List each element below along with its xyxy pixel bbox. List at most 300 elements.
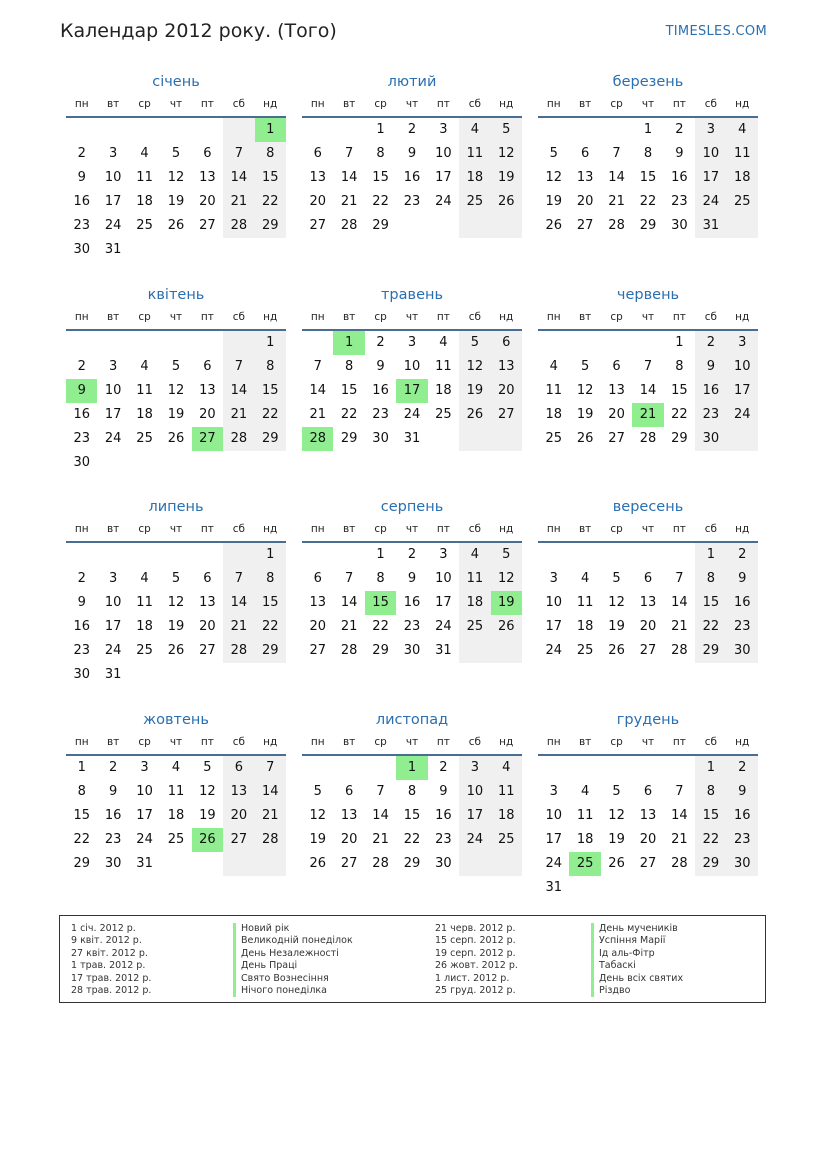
day-cell: 6 xyxy=(203,571,212,586)
holiday-day: 21 xyxy=(632,403,663,427)
weekday-label: чт xyxy=(169,523,183,535)
day-cell: 21 xyxy=(340,194,358,209)
weekday-label: сб xyxy=(468,311,481,323)
days-area xyxy=(66,331,286,475)
weekday-label: чт xyxy=(169,736,183,748)
day-cell: 18 xyxy=(576,619,594,634)
weekday-label: нд xyxy=(735,736,750,748)
day-cell: 11 xyxy=(466,571,484,586)
day-cell: 2 xyxy=(738,547,747,562)
day-cell: 9 xyxy=(407,571,417,586)
day-cell: 13 xyxy=(230,784,248,799)
day-cell: 10 xyxy=(702,146,720,161)
weekday-label: сб xyxy=(704,98,717,110)
day-cell: 3 xyxy=(738,335,747,350)
day-cell: 14 xyxy=(639,383,657,398)
weekday-label: ср xyxy=(610,311,623,323)
day-cell: 27 xyxy=(199,218,216,233)
day-cell: 22 xyxy=(340,407,358,422)
day-cell: 22 xyxy=(372,619,389,634)
day-cell: 30 xyxy=(403,643,421,658)
weekday-label: пт xyxy=(436,523,450,535)
weekday-label: сб xyxy=(468,523,481,535)
day-cell: 7 xyxy=(234,571,243,586)
legend-dates-right xyxy=(435,923,518,997)
day-cell: 14 xyxy=(372,808,389,823)
legend-holiday-name: День мучеників xyxy=(591,923,683,935)
weekday-header xyxy=(302,92,522,118)
day-cell: 27 xyxy=(498,407,515,422)
day-cell: 15 xyxy=(702,595,720,610)
holiday-day: 28 xyxy=(302,427,333,451)
day-cell: 1 xyxy=(376,547,385,562)
day-cell: 8 xyxy=(344,359,354,374)
day-cell: 1 xyxy=(376,122,385,137)
day-cell: 3 xyxy=(706,122,715,137)
weekday-label: вт xyxy=(106,311,120,323)
weekday-label: сб xyxy=(232,98,245,110)
day-cell: 15 xyxy=(372,170,389,185)
weekday-label: пт xyxy=(436,98,450,110)
day-cell: 4 xyxy=(140,359,149,374)
day-cell: 3 xyxy=(108,146,118,161)
weekday-label: вт xyxy=(578,523,592,535)
weekday-label: пн xyxy=(546,523,561,535)
weekday-label: чт xyxy=(641,311,655,323)
day-cell: 13 xyxy=(199,383,216,398)
day-cell: 15 xyxy=(262,595,279,610)
day-cell: 5 xyxy=(612,784,621,799)
day-cell: 6 xyxy=(203,146,212,161)
day-cell: 16 xyxy=(104,808,122,823)
day-cell: 14 xyxy=(230,170,248,185)
holiday-day: 19 xyxy=(491,591,522,615)
day-cell: 18 xyxy=(734,170,751,185)
month-3 xyxy=(538,72,758,262)
weekday-header xyxy=(66,730,286,756)
day-cell: 8 xyxy=(706,571,715,586)
day-cell: 12 xyxy=(167,383,185,398)
weekday-header xyxy=(538,517,758,543)
day-cell: 24 xyxy=(545,856,562,871)
weekday-label: пт xyxy=(436,311,450,323)
day-cell: 5 xyxy=(203,760,212,775)
day-cell: 21 xyxy=(340,619,358,634)
weekday-label: нд xyxy=(499,98,514,110)
day-cell: 14 xyxy=(671,808,688,823)
day-cell: 30 xyxy=(73,667,90,682)
day-cell: 19 xyxy=(466,383,484,398)
day-cell: 19 xyxy=(545,194,562,209)
day-cell: 16 xyxy=(403,170,421,185)
day-cell: 28 xyxy=(639,431,657,446)
day-cell: 11 xyxy=(435,359,452,374)
day-cell: 11 xyxy=(498,784,515,799)
weekday-label: ср xyxy=(138,523,151,535)
weekday-label: нд xyxy=(263,523,278,535)
day-cell: 21 xyxy=(372,832,389,847)
day-cell: 3 xyxy=(140,760,149,775)
day-cell: 14 xyxy=(340,595,358,610)
day-cell: 30 xyxy=(104,856,122,871)
month-name: червень xyxy=(616,287,680,303)
day-cell: 12 xyxy=(608,808,625,823)
day-cell: 14 xyxy=(230,595,248,610)
legend-holiday-name: День Незалежності xyxy=(233,948,353,960)
day-cell: 29 xyxy=(262,643,279,658)
day-cell: 16 xyxy=(73,619,90,634)
weekday-label: вт xyxy=(342,311,356,323)
day-cell: 5 xyxy=(313,784,322,799)
month-12 xyxy=(538,710,758,900)
day-cell: 12 xyxy=(576,383,594,398)
day-cell: 25 xyxy=(136,218,153,233)
weekday-label: ср xyxy=(610,523,623,535)
day-cell: 29 xyxy=(262,218,279,233)
day-cell: 14 xyxy=(309,383,326,398)
day-cell: 1 xyxy=(675,335,684,350)
day-cell: 9 xyxy=(376,359,385,374)
legend-dates-left xyxy=(71,923,151,997)
day-cell: 17 xyxy=(136,808,153,823)
day-cell: 26 xyxy=(545,218,562,233)
weekday-label: вт xyxy=(106,98,120,110)
day-cell: 7 xyxy=(675,571,684,586)
day-cell: 27 xyxy=(639,856,657,871)
weekday-label: пт xyxy=(672,523,686,535)
weekday-label: чт xyxy=(641,523,655,535)
day-cell: 2 xyxy=(77,359,86,374)
weekday-label: чт xyxy=(169,98,183,110)
weekday-header xyxy=(302,730,522,756)
day-cell: 7 xyxy=(266,760,275,775)
month-name: листопад xyxy=(375,712,449,728)
day-cell: 18 xyxy=(498,808,515,823)
day-cell: 15 xyxy=(262,383,279,398)
day-cell: 23 xyxy=(671,194,688,209)
day-cell: 12 xyxy=(498,146,515,161)
day-cell: 4 xyxy=(580,784,590,799)
day-cell: 15 xyxy=(340,383,358,398)
day-cell: 27 xyxy=(639,643,657,658)
legend-date: 9 квіт. 2012 р. xyxy=(71,935,142,947)
day-cell: 18 xyxy=(545,407,562,422)
holiday-day: 1 xyxy=(396,756,427,780)
day-cell: 23 xyxy=(73,643,90,658)
day-cell: 8 xyxy=(675,359,684,374)
day-cell: 26 xyxy=(466,407,484,422)
day-cell: 23 xyxy=(372,407,389,422)
day-cell: 17 xyxy=(104,619,122,634)
weekday-header xyxy=(538,92,758,118)
day-cell: 19 xyxy=(167,194,185,209)
weekday-label: сб xyxy=(704,523,717,535)
day-cell: 4 xyxy=(470,547,479,562)
day-cell: 1 xyxy=(643,122,653,137)
day-cell: 28 xyxy=(340,643,358,658)
weekday-label: пт xyxy=(200,523,214,535)
day-cell: 9 xyxy=(706,359,715,374)
holiday-legend xyxy=(59,915,766,1003)
day-cell: 11 xyxy=(136,595,153,610)
day-cell: 4 xyxy=(470,122,479,137)
day-cell: 11 xyxy=(734,146,751,161)
day-cell: 31 xyxy=(702,218,720,233)
day-cell: 9 xyxy=(77,595,86,610)
day-cell: 3 xyxy=(108,571,118,586)
day-cell: 17 xyxy=(545,619,562,634)
day-cell: 6 xyxy=(580,146,590,161)
legend-holiday-name: День всіх святих xyxy=(591,973,683,985)
month-name: березень xyxy=(612,74,684,90)
day-cell: 10 xyxy=(545,808,562,823)
day-cell: 28 xyxy=(671,643,688,658)
weekday-label: пт xyxy=(200,98,214,110)
weekday-label: пн xyxy=(310,736,325,748)
days-area xyxy=(538,756,758,900)
weekday-label: нд xyxy=(499,523,514,535)
day-cell: 1 xyxy=(266,547,275,562)
day-cell: 29 xyxy=(702,643,720,658)
day-cell: 28 xyxy=(608,218,625,233)
day-cell: 18 xyxy=(167,808,185,823)
day-cell: 5 xyxy=(549,146,558,161)
day-cell: 25 xyxy=(466,619,484,634)
day-cell: 9 xyxy=(407,146,417,161)
day-cell: 25 xyxy=(734,194,751,209)
day-cell: 6 xyxy=(313,146,322,161)
day-cell: 26 xyxy=(498,619,515,634)
day-cell: 3 xyxy=(439,547,448,562)
day-cell: 9 xyxy=(675,146,684,161)
weekday-header xyxy=(66,305,286,331)
day-cell: 13 xyxy=(309,170,326,185)
day-cell: 6 xyxy=(643,571,653,586)
day-cell: 23 xyxy=(403,194,421,209)
day-cell: 21 xyxy=(230,407,248,422)
day-cell: 20 xyxy=(340,832,358,847)
day-cell: 20 xyxy=(230,808,248,823)
day-cell: 18 xyxy=(466,595,484,610)
weekday-label: пт xyxy=(672,98,686,110)
day-cell: 14 xyxy=(671,595,688,610)
day-cell: 15 xyxy=(639,170,657,185)
weekday-label: пт xyxy=(200,736,214,748)
brand-link[interactable]: TIMESLES.COM xyxy=(665,24,767,39)
legend-holiday-name: Новий рік xyxy=(233,923,353,935)
day-cell: 22 xyxy=(702,832,720,847)
day-cell: 22 xyxy=(262,619,279,634)
day-cell: 20 xyxy=(498,383,515,398)
weekday-label: пн xyxy=(310,523,325,535)
day-cell: 13 xyxy=(309,595,326,610)
day-cell: 16 xyxy=(73,194,90,209)
month-7 xyxy=(66,497,286,687)
day-cell: 15 xyxy=(671,383,688,398)
weekday-label: пн xyxy=(546,311,561,323)
month-name: січень xyxy=(152,74,200,90)
days-area xyxy=(302,756,522,900)
day-cell: 19 xyxy=(576,407,594,422)
weekday-label: ср xyxy=(374,736,387,748)
weekday-label: пн xyxy=(546,736,561,748)
weekday-label: пн xyxy=(74,523,89,535)
month-name: лютий xyxy=(387,74,437,90)
day-cell: 20 xyxy=(639,619,657,634)
day-cell: 31 xyxy=(104,667,122,682)
days-area xyxy=(302,118,522,262)
day-cell: 18 xyxy=(435,383,452,398)
day-cell: 7 xyxy=(643,359,653,374)
weekday-label: чт xyxy=(641,736,655,748)
day-cell: 30 xyxy=(702,431,720,446)
day-cell: 6 xyxy=(612,359,621,374)
day-cell: 12 xyxy=(167,170,185,185)
day-cell: 24 xyxy=(545,643,562,658)
day-cell: 22 xyxy=(262,194,279,209)
legend-date: 21 черв. 2012 р. xyxy=(435,923,516,934)
day-cell: 11 xyxy=(576,808,594,823)
day-cell: 17 xyxy=(104,407,122,422)
weekday-label: сб xyxy=(704,311,717,323)
day-cell: 24 xyxy=(403,407,421,422)
weekday-label: нд xyxy=(263,311,278,323)
day-cell: 11 xyxy=(545,383,562,398)
day-cell: 9 xyxy=(738,784,747,799)
day-cell: 4 xyxy=(580,571,590,586)
day-cell: 25 xyxy=(136,643,153,658)
day-cell: 17 xyxy=(734,383,751,398)
day-cell: 31 xyxy=(403,431,421,446)
day-cell: 13 xyxy=(498,359,515,374)
day-cell: 21 xyxy=(608,194,625,209)
day-cell: 27 xyxy=(608,431,625,446)
day-cell: 16 xyxy=(435,808,452,823)
day-cell: 28 xyxy=(230,431,248,446)
weekday-label: пн xyxy=(310,311,325,323)
day-cell: 10 xyxy=(104,595,122,610)
day-cell: 15 xyxy=(262,170,279,185)
weekday-label: сб xyxy=(704,736,717,748)
day-cell: 26 xyxy=(309,856,326,871)
legend-date: 15 серп. 2012 р. xyxy=(435,935,516,947)
day-cell: 10 xyxy=(435,146,452,161)
weekday-label: пн xyxy=(74,98,89,110)
weekday-label: вт xyxy=(342,736,356,748)
days-area xyxy=(538,118,758,262)
day-cell: 6 xyxy=(344,784,354,799)
month-2 xyxy=(302,72,522,262)
weekday-label: нд xyxy=(735,311,750,323)
weekday-label: пн xyxy=(74,311,89,323)
day-cell: 23 xyxy=(734,619,751,634)
day-cell: 7 xyxy=(675,784,684,799)
day-cell: 7 xyxy=(344,571,354,586)
day-cell: 6 xyxy=(643,784,653,799)
month-11 xyxy=(302,710,522,900)
weekday-label: ср xyxy=(610,98,623,110)
day-cell: 26 xyxy=(498,194,515,209)
day-cell: 5 xyxy=(171,571,181,586)
day-cell: 21 xyxy=(671,832,688,847)
holiday-day: 15 xyxy=(365,591,396,615)
day-cell: 25 xyxy=(136,431,153,446)
day-cell: 5 xyxy=(171,359,181,374)
weekday-label: ср xyxy=(138,736,151,748)
day-cell: 10 xyxy=(466,784,484,799)
month-name: вересень xyxy=(612,499,684,515)
weekday-label: пт xyxy=(200,311,214,323)
holiday-day: 26 xyxy=(192,828,223,852)
day-cell: 23 xyxy=(73,218,90,233)
day-cell: 31 xyxy=(435,643,452,658)
day-cell: 26 xyxy=(167,643,185,658)
day-cell: 28 xyxy=(230,643,248,658)
month-1 xyxy=(66,72,286,262)
weekday-label: ср xyxy=(610,736,623,748)
day-cell: 20 xyxy=(199,619,216,634)
holiday-day: 25 xyxy=(569,852,600,876)
day-cell: 3 xyxy=(108,359,118,374)
day-cell: 22 xyxy=(671,407,688,422)
day-cell: 17 xyxy=(702,170,720,185)
day-cell: 23 xyxy=(73,431,90,446)
day-cell: 7 xyxy=(234,359,243,374)
day-cell: 30 xyxy=(73,242,90,257)
day-cell: 13 xyxy=(199,170,216,185)
day-cell: 29 xyxy=(702,856,720,871)
holiday-day: 9 xyxy=(66,379,97,403)
day-cell: 2 xyxy=(738,760,747,775)
day-cell: 18 xyxy=(466,170,484,185)
weekday-label: чт xyxy=(405,736,419,748)
weekday-label: вт xyxy=(106,523,120,535)
day-cell: 1 xyxy=(77,760,86,775)
days-area xyxy=(66,756,286,900)
day-cell: 11 xyxy=(136,383,153,398)
day-cell: 17 xyxy=(435,595,452,610)
day-cell: 12 xyxy=(199,784,216,799)
day-cell: 11 xyxy=(167,784,185,799)
day-cell: 21 xyxy=(671,619,688,634)
day-cell: 29 xyxy=(671,431,688,446)
month-9 xyxy=(538,497,758,687)
legend-date: 27 квіт. 2012 р. xyxy=(71,947,148,959)
weekday-label: пт xyxy=(672,311,686,323)
day-cell: 12 xyxy=(608,595,625,610)
day-cell: 26 xyxy=(608,856,625,871)
legend-holiday-name: Різдво xyxy=(591,985,683,997)
weekday-header xyxy=(66,517,286,543)
day-cell: 14 xyxy=(262,784,279,799)
weekday-label: чт xyxy=(169,311,183,323)
legend-holiday-name: Успіння Марії xyxy=(591,935,683,947)
weekday-label: пн xyxy=(310,98,325,110)
day-cell: 8 xyxy=(706,784,715,799)
day-cell: 22 xyxy=(73,832,90,847)
day-cell: 24 xyxy=(104,431,122,446)
month-5 xyxy=(302,285,522,475)
day-cell: 16 xyxy=(73,407,90,422)
day-cell: 20 xyxy=(608,407,625,422)
day-cell: 30 xyxy=(734,643,751,658)
weekday-label: нд xyxy=(263,736,278,748)
day-cell: 6 xyxy=(502,335,511,350)
day-cell: 18 xyxy=(136,619,153,634)
day-cell: 25 xyxy=(545,431,562,446)
day-cell: 15 xyxy=(73,808,90,823)
day-cell: 22 xyxy=(639,194,657,209)
